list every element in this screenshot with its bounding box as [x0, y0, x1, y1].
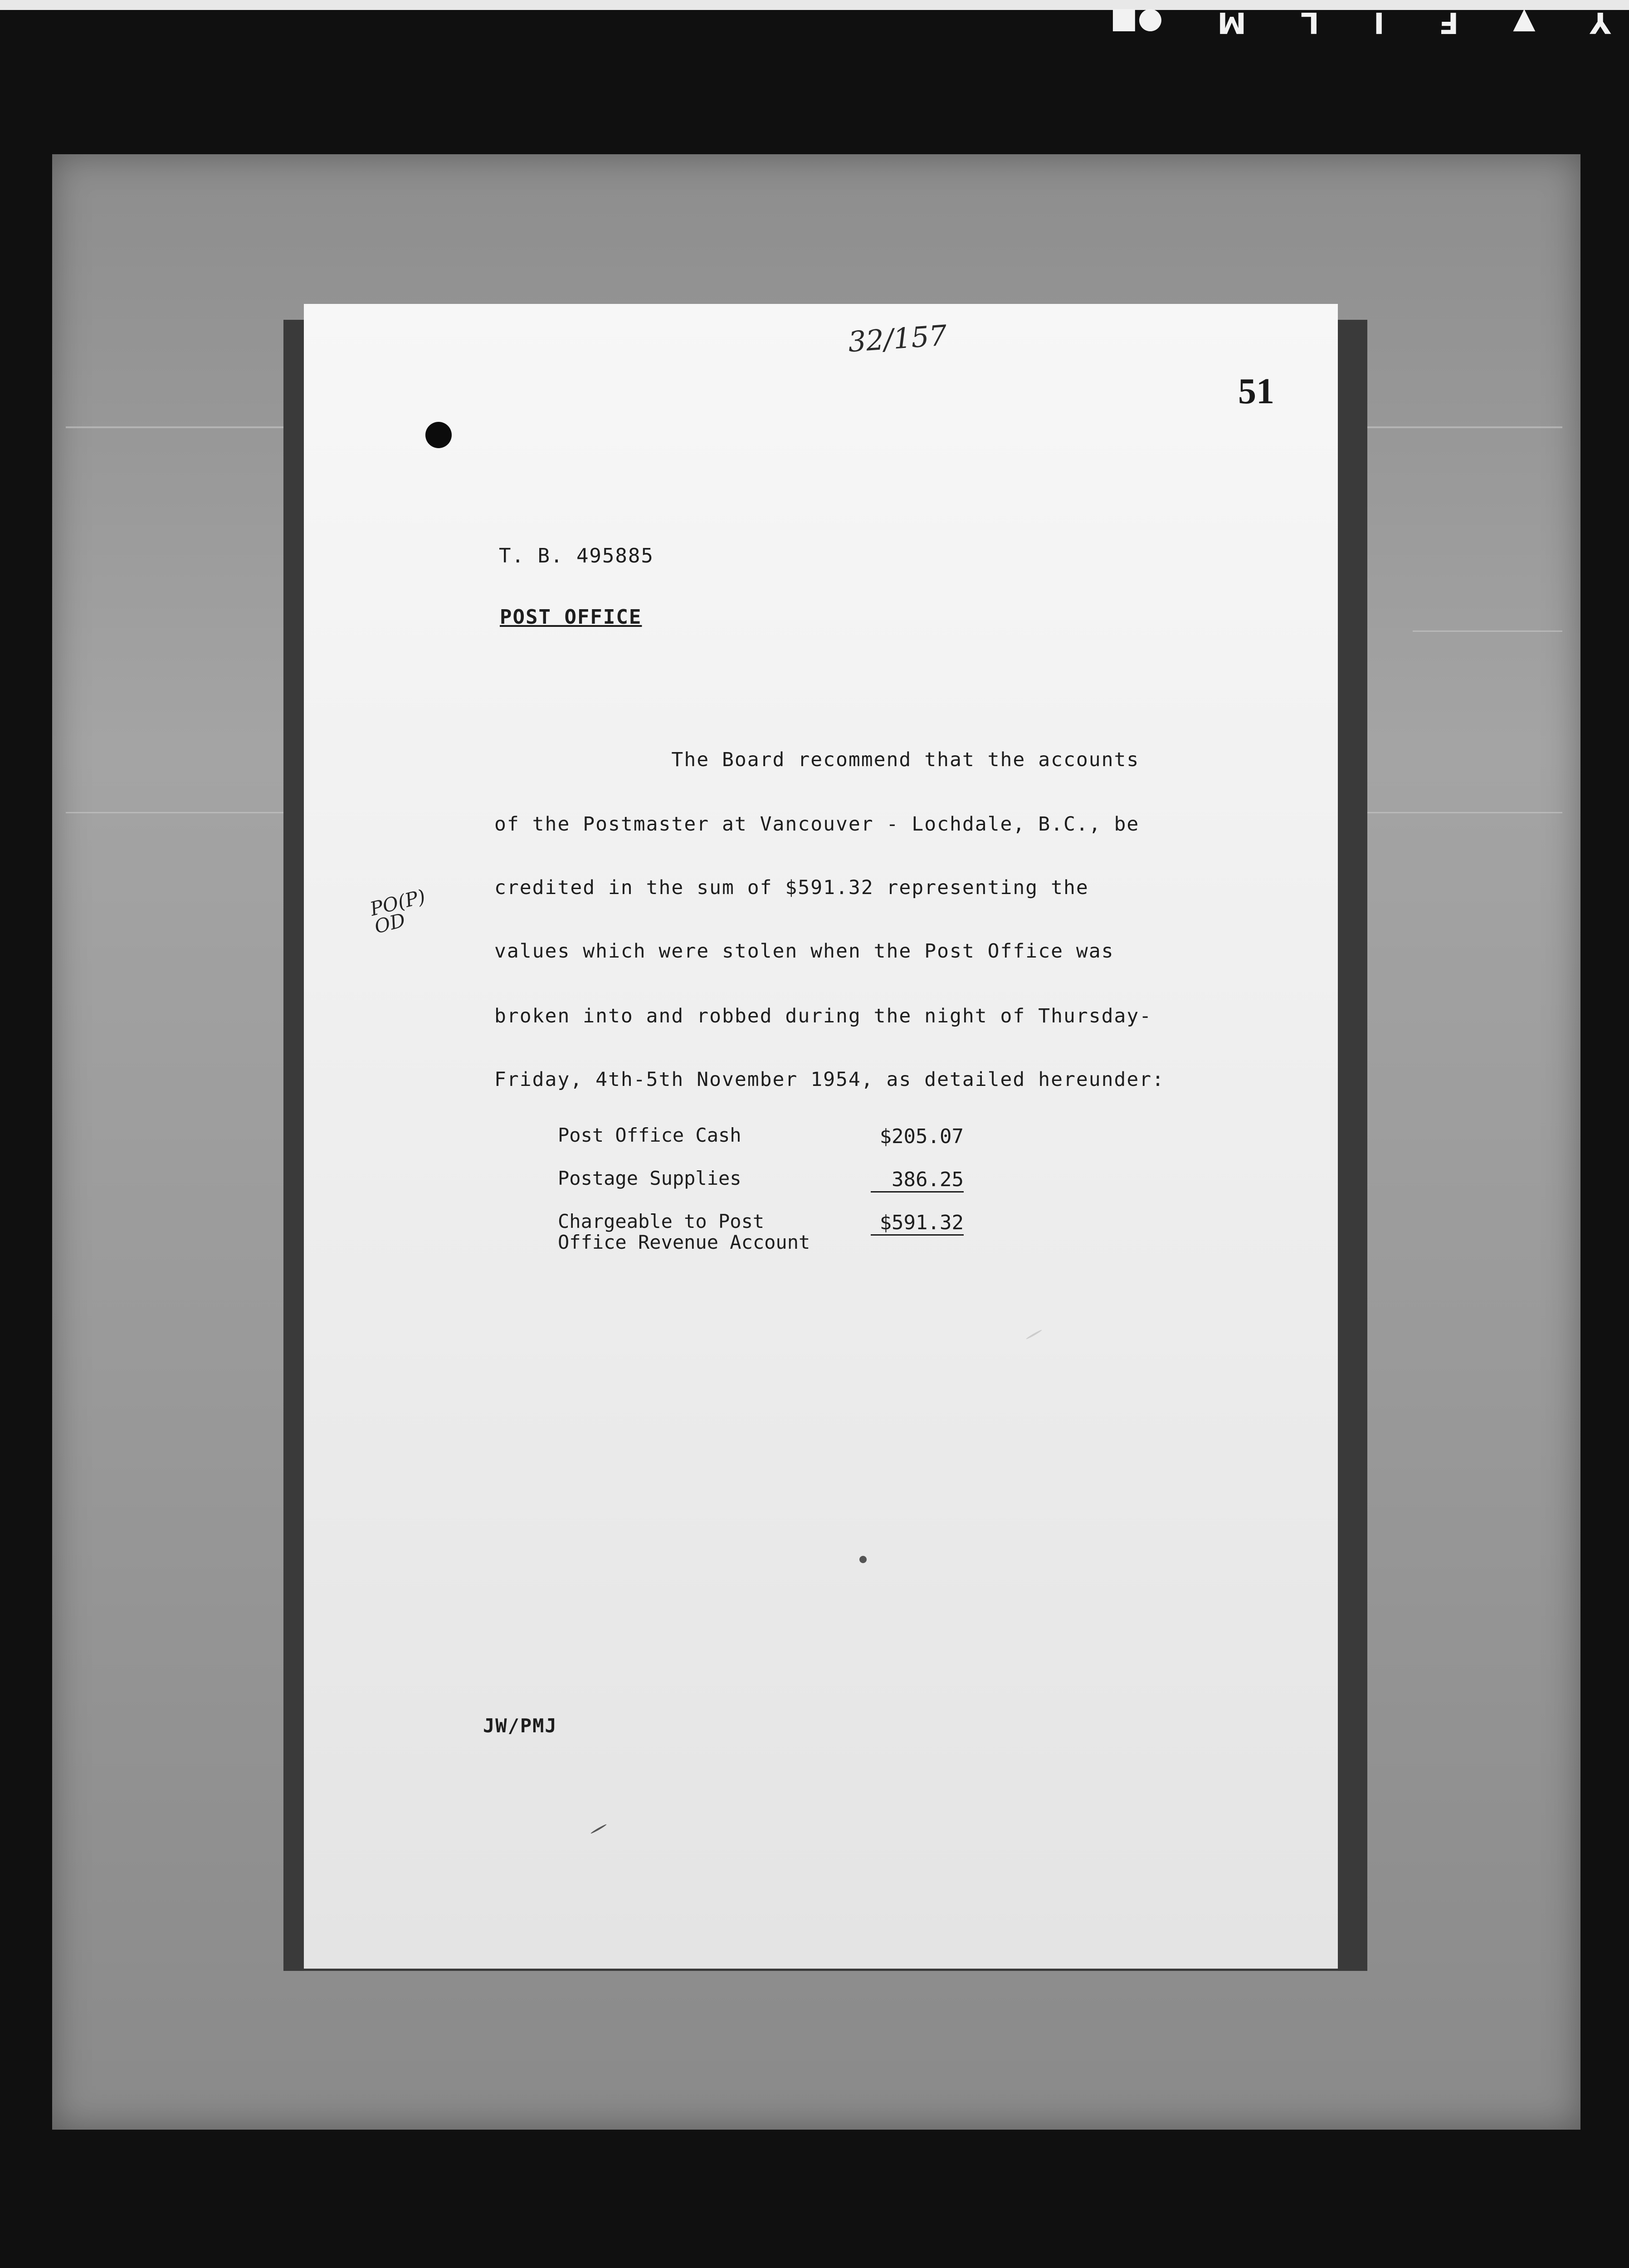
body-line: broken into and robbed during the night of Thursday- — [494, 1005, 1152, 1027]
film-mark: I — [1373, 5, 1385, 39]
paper-speck — [1026, 1329, 1043, 1339]
handwritten-folio: 32/157 — [847, 318, 948, 359]
item-label: Chargeable to Post Office Revenue Account — [558, 1210, 810, 1253]
table-row — [558, 1125, 1011, 1152]
film-edge-marks — [1110, 5, 1611, 39]
table-row — [558, 1211, 1011, 1261]
item-value: $205.07 — [879, 1125, 964, 1148]
item-value: $591.32 — [871, 1211, 964, 1236]
treasury-board-reference: T. B. 495885 — [499, 544, 654, 567]
document-page — [304, 304, 1338, 1969]
mat-scratch — [1413, 631, 1562, 632]
item-label: Postage Supplies — [558, 1167, 741, 1189]
film-mark: M — [1217, 5, 1247, 39]
document-heading: POST OFFICE — [500, 606, 642, 629]
body-line: values which were stolen when the Post Office was — [494, 940, 1114, 963]
body-line: Friday, 4th-5th November 1954, as detailed hereunder: — [494, 1068, 1165, 1091]
item-label: Post Office Cash — [558, 1124, 741, 1146]
punch-hole — [425, 422, 452, 448]
body-line: credited in the sum of $591.32 representing the — [494, 876, 1089, 899]
film-mark: F — [1439, 5, 1459, 39]
paper-speck — [859, 1556, 867, 1563]
body-line: of the Postmaster at Vancouver - Lochdale, B.C., be — [494, 813, 1140, 836]
typist-initials: JW/PMJ — [483, 1715, 557, 1737]
body-line: The Board recommend that the accounts — [494, 748, 1140, 771]
handwritten-margin-note: PO(P) OD — [367, 885, 428, 938]
film-mark: Y — [1590, 5, 1611, 39]
item-value: 386.25 — [871, 1168, 964, 1193]
film-mark: ●■ — [1110, 5, 1163, 39]
table-row — [558, 1168, 1011, 1195]
film-mark: L — [1301, 5, 1319, 39]
film-mark: ▼ — [1513, 5, 1536, 39]
paper-speck — [590, 1823, 607, 1834]
page-number: 51 — [1238, 371, 1274, 411]
